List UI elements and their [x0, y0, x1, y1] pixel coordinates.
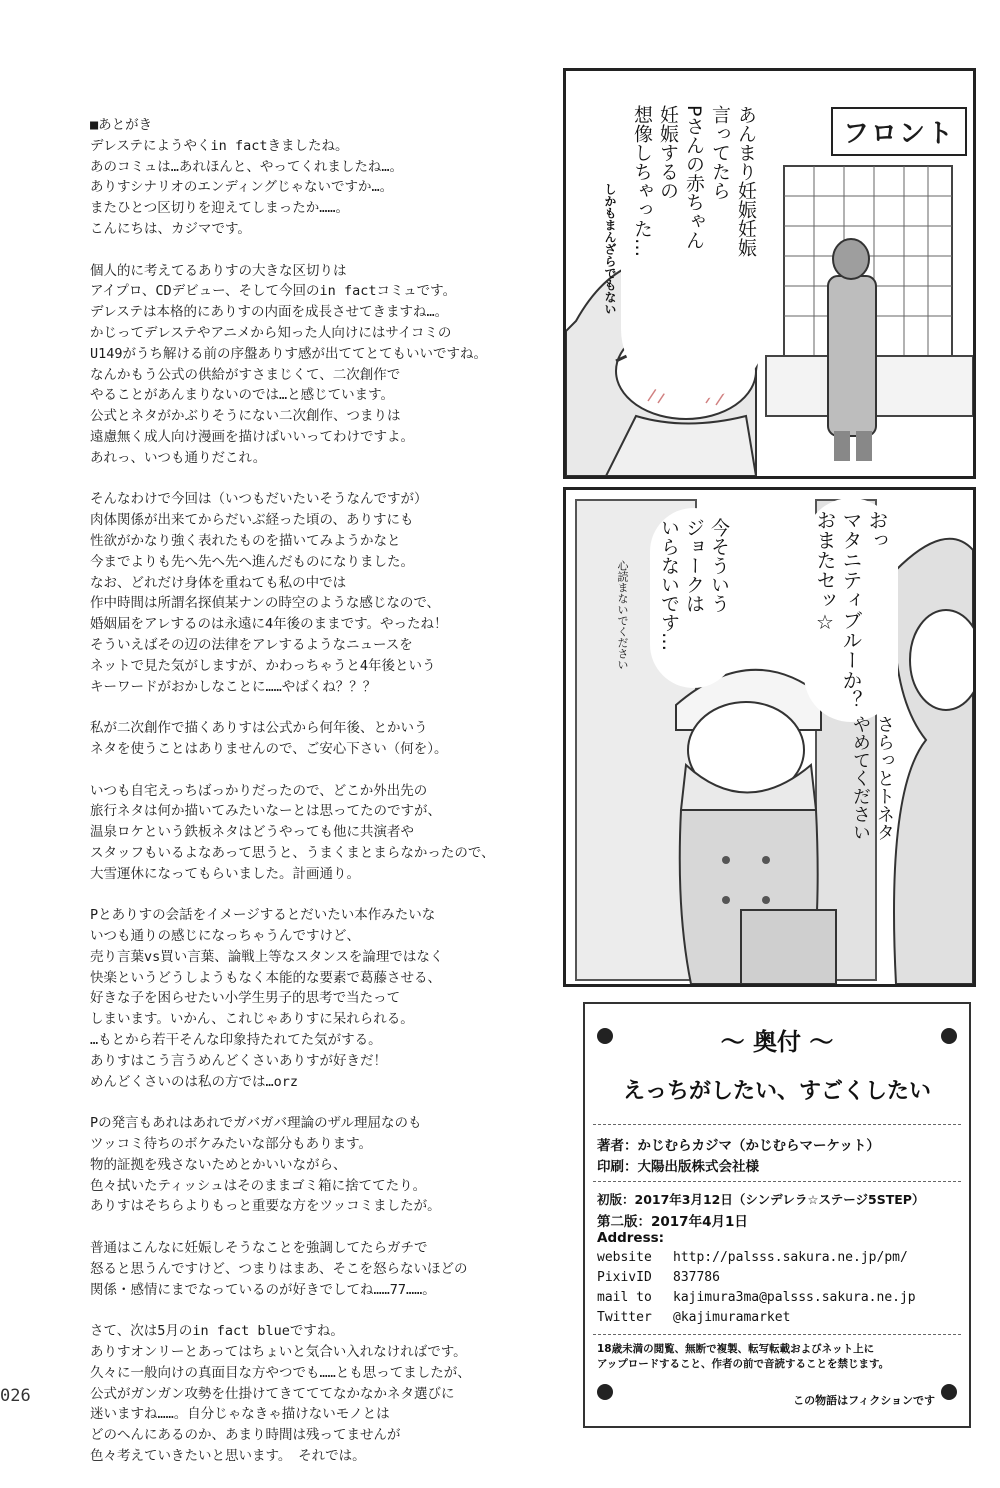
second-edition: 第二版：2017年4月1日 — [597, 1214, 748, 1230]
text-line: 作中時間は所謂名探偵某ナンの時空のような感じなので、 — [90, 595, 441, 612]
fiction-disclaimer: この物語はフィクションです — [793, 1394, 935, 1407]
afterword — [90, 115, 560, 1488]
text-line: アイプロ、CDデビュー、そして今回のin factコミュです。 — [90, 283, 457, 300]
aside-text: 心読まないでください — [616, 560, 629, 670]
text-line: キーワードがおかしなことに……やばくね？？？ — [90, 678, 377, 695]
binding-hole-icon — [941, 1384, 957, 1400]
text-line: しまいます。いかん、これじゃありすに呆れられる。 — [90, 1011, 414, 1028]
divider — [593, 1124, 961, 1125]
text-line: ありすオンリーとあってはちょいと気合い入れなければです。 — [90, 1344, 467, 1361]
address-label: Address: — [597, 1230, 665, 1246]
text-line: 大雪運休になってもらいました。計画通り。 — [90, 865, 360, 882]
twitter-row[interactable] — [597, 1310, 790, 1325]
text-line: ■あとがき — [90, 117, 153, 133]
speech-balloon — [804, 498, 898, 722]
text-line: 物的証拠を残さないためとかいいながら、 — [90, 1156, 347, 1173]
afterword-paragraph — [90, 1321, 560, 1467]
balloon-line: 言ってたら — [709, 105, 731, 200]
text-line: 関係・感情にまでなっているのが好きでしてね……77……。 — [90, 1281, 436, 1298]
text-line: 温泉ロケという鉄板ネタはどうやっても他に共演者や — [90, 824, 414, 841]
afterword-paragraph — [90, 261, 560, 469]
text-line: 公式とネタがかぶりそうにない二次創作、つまりは — [90, 408, 401, 425]
aside-text: しかもまんざらでもない — [603, 183, 617, 315]
afterword-paragraph — [90, 718, 560, 760]
text-line: ありすはそちらよりもっと重要な方をツッコミましたが。 — [90, 1198, 441, 1215]
text-line: どのへんにあるのか、あまり時間は残ってませんが — [90, 1427, 401, 1444]
afterword-paragraph — [90, 781, 560, 885]
website-row[interactable] — [597, 1250, 908, 1265]
speech-balloon — [650, 508, 737, 688]
text-line: 私が二次創作で描くありすは公式から何年後、とかいう — [90, 720, 428, 737]
text-line: なお、どれだけ身体を重ねても私の中では — [90, 574, 347, 591]
binding-hole-icon — [597, 1384, 613, 1400]
balloon-line: 妊娠するの — [657, 105, 679, 200]
afterword-paragraph — [90, 115, 560, 240]
text-line: ネットで見た気がしますが、かわっちゃうと4年後という — [90, 657, 436, 674]
link-key: website — [597, 1250, 652, 1265]
text-line: めんどくさいのは私の方では…orz — [90, 1073, 299, 1090]
text-line: 今までよりも先へ先へ先へ進んだものになりました。 — [90, 553, 414, 570]
text-line: 肉体関係が出来てからだいぶ経った頃の、ありすにも — [90, 512, 414, 529]
mail-row[interactable] — [597, 1290, 916, 1305]
text-line: あれっ、いつも通りだこれ。 — [90, 449, 267, 466]
text-line: ツッコミ待ちのボケみたいな部分もあります。 — [90, 1136, 373, 1153]
link-key: PixivID — [597, 1270, 652, 1285]
aside-line: やめてください — [850, 715, 871, 841]
afterword-paragraph — [90, 1238, 560, 1300]
pixiv-row[interactable] — [597, 1270, 720, 1285]
front-desk-sign: フロント — [831, 107, 967, 156]
speech-balloon — [621, 91, 767, 399]
text-line: やることがあんまりないのでは…と感じています。 — [90, 387, 395, 404]
page-number: 026 — [0, 1386, 31, 1406]
text-line: 好きな子を困らせたい小学生男子的思考で当たって — [90, 990, 401, 1007]
copyright-notice — [597, 1342, 957, 1372]
text-line: ありすシナリオのエンディングじゃないですか…。 — [90, 179, 394, 196]
book-title: えっちがしたい、すごくしたい — [622, 1079, 931, 1104]
notice-line: 18歳未満の閲覧、無断で複製、転写転載およびネット上に — [597, 1343, 875, 1355]
text-line: 個人的に考えてるありすの大きな区切りは — [90, 262, 347, 279]
text-line: いつも通りの感じになっちゃうんですけど、 — [90, 928, 360, 945]
text-line: U149がうち解ける前の序盤ありす感が出ててとてもいいですね。 — [90, 345, 488, 362]
link-key: Twitter — [597, 1310, 652, 1325]
colophon-box — [583, 1002, 971, 1428]
text-line: スタッフもいるよなあって思うと、うまくまとまらなかったので、 — [90, 844, 495, 861]
text-line: 色々考えていきたいと思います。 それでは。 — [90, 1448, 366, 1464]
text-line: 色々拭いたティッシュはそのままゴミ箱に捨ててたり。 — [90, 1177, 427, 1194]
text-line: そういえばその辺の法律をアレするようなニュースを — [90, 636, 413, 653]
text-line: あのコミュは…あれほんと、やってくれましたね…。 — [90, 158, 403, 175]
first-edition: 初版：2017年3月12日（シンデレラ☆ステージ5STEP） — [597, 1192, 925, 1207]
pixiv-id[interactable]: 837786 — [673, 1270, 720, 1285]
text-line: Pとありすの会話をイメージするとだいたい本作みたいな — [90, 907, 436, 924]
text-line: 売り言葉vs買い言葉、論戦上等なスタンスを論理ではなく — [90, 948, 444, 965]
text-line: またひとつ区切りを迎えてしまったか……。 — [90, 200, 349, 217]
website-link[interactable]: http://palsss.sakura.ne.jp/pm/ — [673, 1250, 908, 1265]
colophon-title: ～ 奥付 ～ — [720, 1028, 834, 1056]
text-line: なんかもう公式の供給がすさまじくて、二次創作で — [90, 366, 401, 383]
manga-panel-front-desk — [563, 68, 976, 479]
text-line: いつも自宅えっちばっかりだったので、どこか外出先の — [90, 782, 428, 799]
text-line: …もとから若干そんな印象持たれてた気がする。 — [90, 1032, 382, 1049]
text-line: 遠慮無く成人向け漫画を描けばいいってわけですよ。 — [90, 428, 414, 445]
text-line: こんにちは、カジマです。 — [90, 220, 251, 237]
text-line: 迷いますね……。自分じゃなきゃ描けないモノとは — [90, 1406, 390, 1423]
link-key: mail to — [597, 1290, 652, 1305]
notice-line: アップロードすること、作者の前で音読することを禁じます。 — [597, 1358, 890, 1370]
text-line: かじってデレステやアニメから知った人向けにはサイコミの — [90, 324, 452, 341]
text-line: 快楽というどうしようもなく本能的な要素で葛藤させる、 — [90, 969, 441, 986]
aside-text — [848, 715, 896, 841]
manga-panel-lobby — [563, 487, 976, 987]
author-credit: 著者：かじむらカジマ（かじむらマーケット） — [597, 1138, 880, 1154]
balloon-line: おまたセッ☆ — [813, 510, 837, 634]
text-line: ありすはこう言うめんどくさいありすが好きだ！ — [90, 1052, 387, 1069]
text-line: 婚姻届をアレするのは永遠に4年後のままです。やったね！ — [90, 616, 448, 633]
balloon-line: マタニティブルーか？ — [839, 510, 863, 710]
balloon-line: おっ — [865, 510, 889, 550]
aside-line: さらっとトネタ — [874, 715, 895, 841]
text-line: 久々に一般向けの真面目な方やつでも……とも思ってましたが、 — [90, 1364, 471, 1381]
afterword-paragraph — [90, 489, 560, 697]
printer-credit: 印刷：大陽出版株式会社様 — [597, 1159, 759, 1175]
balloon-line: ジョークは — [683, 518, 705, 613]
afterword-paragraph — [90, 1113, 560, 1217]
text-line: ネタを使うことはありませんので、ご安心下さい（何を）。 — [90, 740, 448, 757]
balloon-line: Pさんの赤ちゃん — [683, 105, 705, 250]
text-line: 怒ると思うんですけど、つまりはまあ、そこを怒らないほどの — [90, 1260, 468, 1277]
text-line: 旅行ネタは何か描いてみたいなーとは思ってたのですが、 — [90, 803, 441, 820]
divider — [593, 1334, 961, 1335]
afterword-paragraph — [90, 905, 560, 1092]
balloon-line: 想像しちゃった… — [631, 105, 653, 257]
balloon-line: 今そういう — [708, 518, 730, 613]
text-line: 性欲がかなり強く表れたものを描いてみようかなと — [90, 532, 401, 549]
text-line: 公式がガンガン攻勢を仕掛けてきてててなかなかネタ選びに — [90, 1385, 455, 1402]
balloon-line: あんまり妊娠妊娠 — [735, 105, 757, 257]
text-line: Pの発言もあれはあれでガバガバ理論のザル理屈なのも — [90, 1115, 422, 1132]
text-line: そんなわけで今回は（いつもだいたいそうなんですが） — [90, 491, 428, 508]
divider — [593, 1181, 961, 1182]
twitter-link[interactable]: @kajimuramarket — [673, 1310, 791, 1325]
text-line: さて、次は5月のin fact blueですね。 — [90, 1323, 344, 1340]
text-line: 普通はこんなに妊娠しそうなことを強調してたらガチで — [90, 1240, 428, 1257]
text-line: デレステにようやくin factきましたね。 — [90, 137, 349, 154]
text-line: デレステは本格的にありすの内面を成長させてきますね…。 — [90, 304, 449, 321]
balloon-line: いらないです… — [658, 518, 680, 651]
mail-link[interactable]: kajimura3ma@palsss.sakura.ne.jp — [673, 1290, 916, 1305]
